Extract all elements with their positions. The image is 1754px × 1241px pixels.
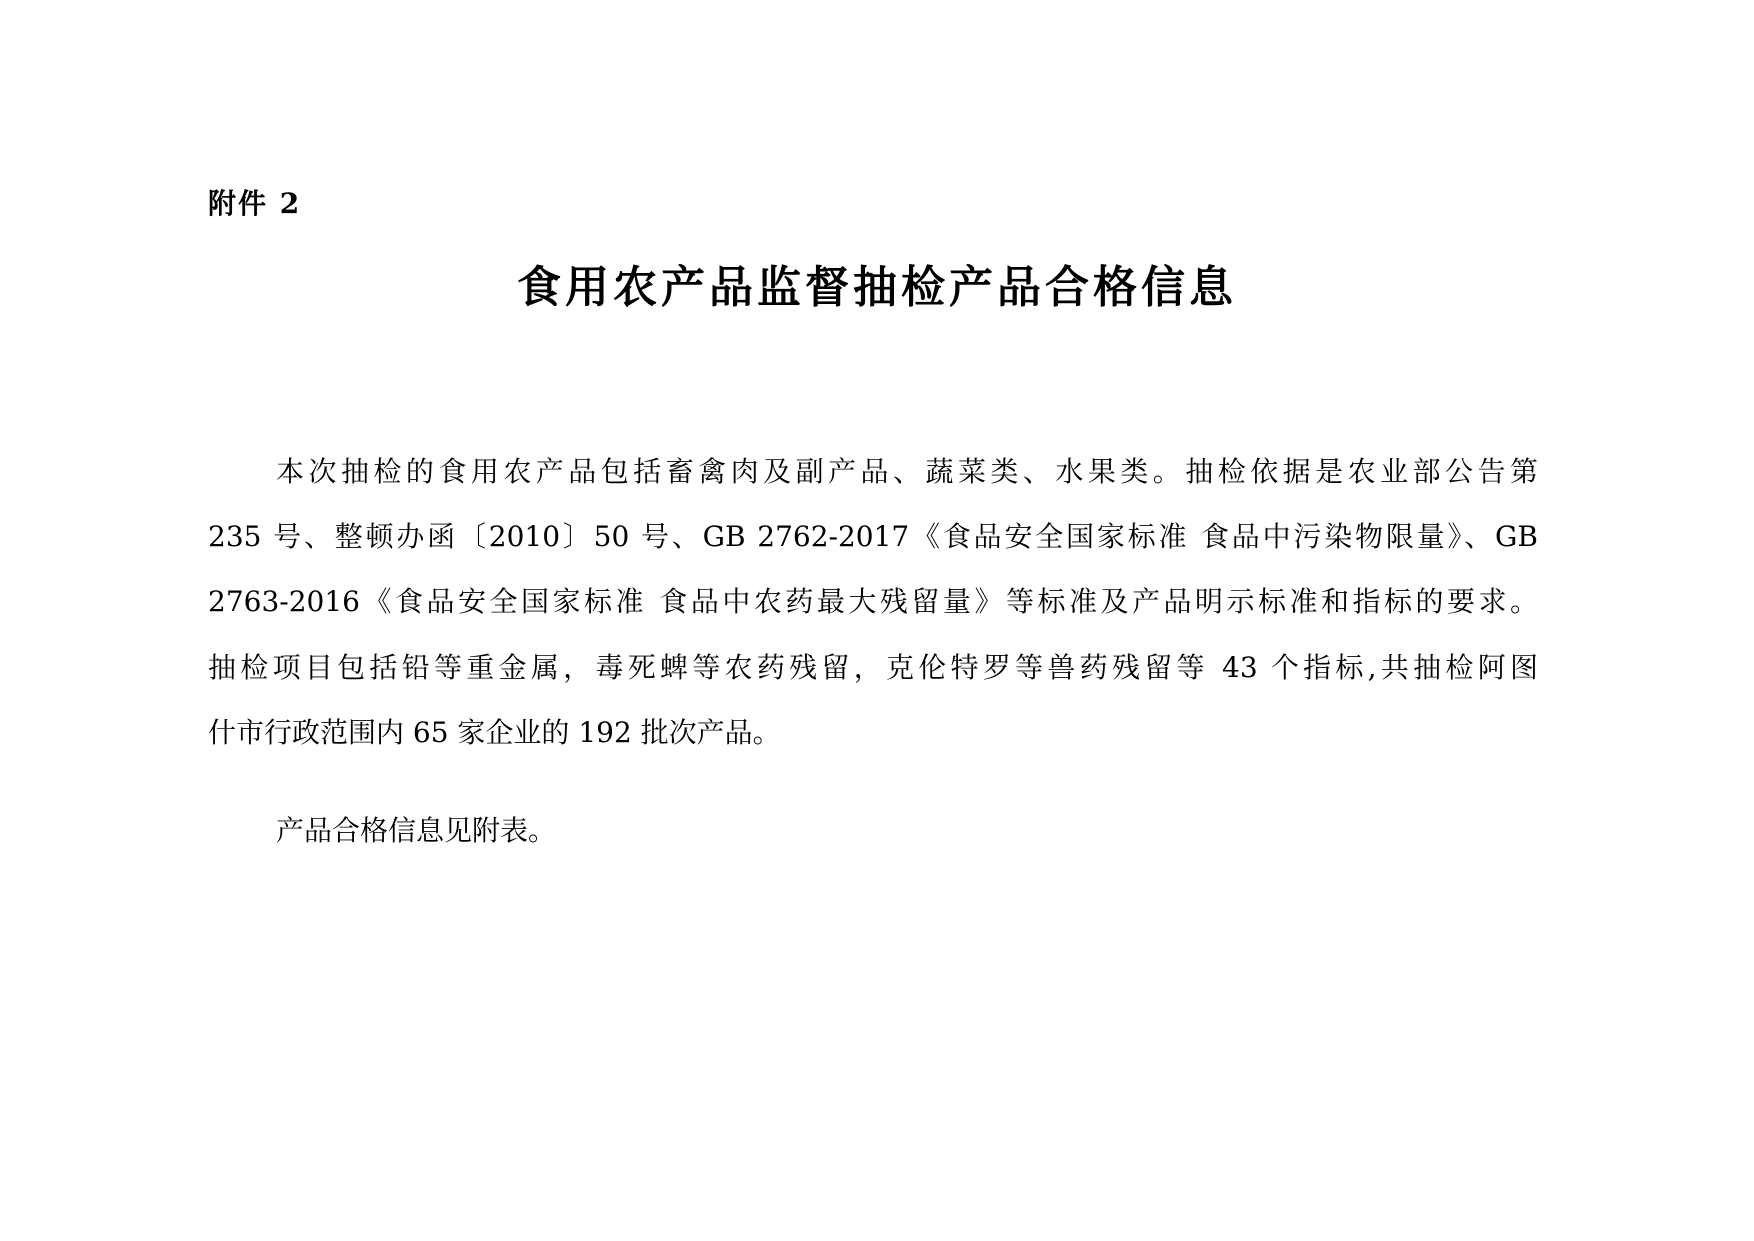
paragraph-2: 产品合格信息见附表。 (276, 814, 557, 847)
attachment-label: 附件 2 (208, 187, 302, 220)
document-title: 食用农产品监督抽检产品合格信息 (517, 262, 1237, 313)
paragraph-1-line-5: 什市行政范围内 65 家企业的 192 批次产品。 (208, 716, 781, 749)
paragraph-1-line-1: 本次抽检的食用农产品包括畜禽肉及副产品、蔬菜类、水果类。抽检依据是农业部公告第 (276, 455, 1538, 488)
paragraph-1-line-4: 抽检项目包括铅等重金属，毒死蜱等农药残留，克伦特罗等兽药残留等 43 个指标,共抽检阿图 (208, 651, 1538, 684)
paragraph-1-line-2: 235 号、整顿办函〔2010〕50 号、GB 2762-2017《食品安全国家标准 食品中污染物限量》、GB (208, 520, 1538, 553)
paragraph-1-line-3: 2763-2016《食品安全国家标准 食品中农药最大残留量》等标准及产品明示标准和指标的要求。 (208, 585, 1538, 618)
